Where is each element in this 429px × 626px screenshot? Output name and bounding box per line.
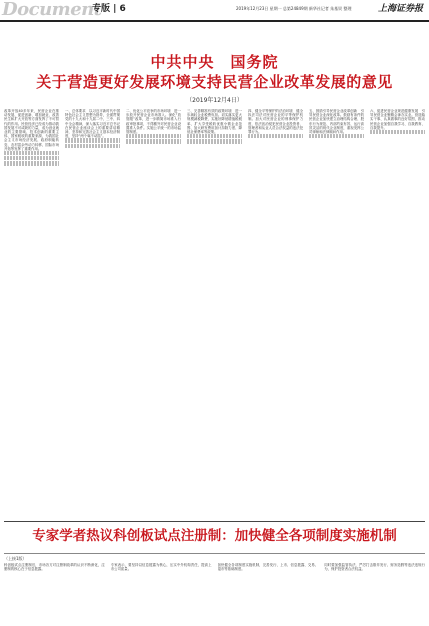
second-headline: 专家学者热议科创板试点注册制：加快健全各项制度实施机制 [32,528,397,544]
article-column [218,563,319,623]
section-label: 专版 | 6 [92,4,126,14]
article-column [4,109,59,509]
second-headline-rule [4,553,425,554]
article-column [126,109,181,509]
newspaper-title: 上海证券报 [377,4,423,14]
headline-date: （2019年12月4日） [186,97,243,104]
article-column [370,109,425,509]
article-body [4,109,425,509]
article-column [4,563,105,623]
article-column [187,109,242,509]
paragraph: 加快健全各项制度实施机制，完善发行、上市、信息披露、交易、退市等基础制度。 [217,563,319,572]
paragraph: 五、鼓励引导民营企业改革创新 引导民营企业深化改革。鼓励有条件的民营企业加快建立治理结构合理、股东行为规范、内部约束有效、运行高效灵活的现代企业制度，重视发挥公司律师和法律顾问作用。 [309,109,364,135]
article-column [248,109,303,509]
masthead-rule [0,20,429,22]
paragraph: 四、健全平等保护的法治环境 健全执法司法对民营企业的平等保护机制。加大对民营企业的刑事保护力度，依法惩治侵犯民营企业投资者、管理者和从业人员合法权益的违法犯罪行为。 [248,109,303,135]
article-column [111,563,212,623]
second-article-body [4,563,425,623]
paragraph: 一、总体要求 以习近平新时代中国特色社会主义思想为指导，全面贯彻党的十九大和十九届二中、三中、四中全会精神，深入落实习近平总书记在民营企业座谈会上的重要讲话精神，坚持和完善社会主义基本经济制度，坚持“两个毫不动摇”。 [65,109,120,139]
paragraph: 同时要加强监管执法，严厉打击欺诈发行、财务造假等违法违规行为，保护投资者合法权益。 [324,563,425,572]
paragraph: 二、优化公平竞争的市场环境 进一步放开民营企业市场准入。深化“放管服”改革，进一步精简市场准入行政审批事项，不得额外对民营企业设置准入条件。实施公平统一的市场监管制度。 [126,109,181,135]
article-column [324,563,425,623]
paragraph: 三、完善精准有效的政策环境 进一步减轻企业税费负担。切实落实更大规模减税降费，实施好降低增值税税率、扩大享受税收优惠小微企业范围、加大研发费用加计扣除力度、降低社保费率等政策。 [187,109,242,135]
section-brand: Document [2,0,102,20]
issue-date: 2019年12月23日 星期一 总第24849期 新华社记者 朱基钗 整理 [236,6,352,11]
headline-line-2: 关于营造更好发展环境支持民营企业改革发展的意见 [36,73,393,91]
masthead [0,0,429,20]
article-column [65,109,120,509]
paragraph: 科创板试点注册制后，市场各方对注册制改革的认识不断深化，注册制的核心在于信息披露。 [4,563,105,572]
article-column [309,109,364,509]
section-divider [4,521,425,522]
second-byline: （上接1版） [4,556,27,561]
paragraph: 改革开放40多年来，民营企业在推动发展、促进创新、增加就业、改善民生和扩大开放等方面发挥了不可替代的作用。民营经济已经成为推动我国发展不可或缺的力量，成为创业就业的主要领域、技术创新的重要主体、国家税收的重要来源，为我国社会主义市场经济发展、政府职能转变、农村富余劳动力转移、国际市场开拓等发挥了重要作用。 [4,109,59,151]
headline-line-1: 中共中央 国务院 [150,53,279,71]
paragraph: 六、促进民营企业规范健康发展 引导民营企业聚精会神办实业。营造踏实干事、认真做事的良好氛围，推动民营企业加强自我学习、自我教育、自我提升。 [370,109,425,130]
paragraph: 专家表示，要坚持以信息披露为核心，压实中介机构责任，提高上市公司质量。 [110,563,212,572]
